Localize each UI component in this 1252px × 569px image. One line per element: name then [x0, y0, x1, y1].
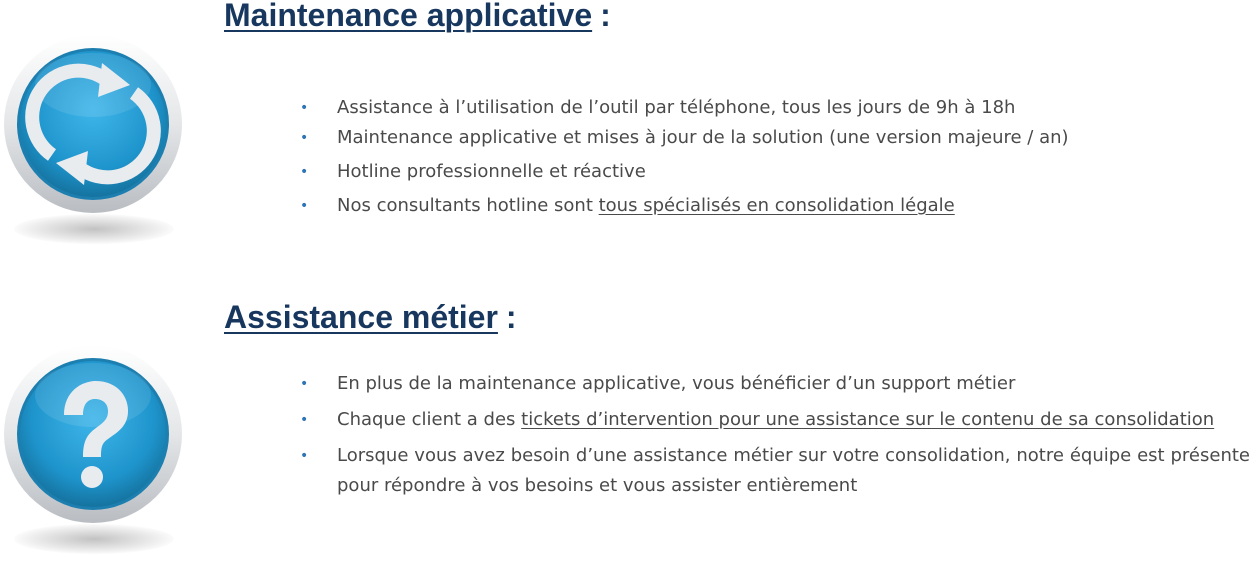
list-item-text: Hotline professionnelle et réactive: [337, 161, 646, 182]
question-mark-icon: [2, 343, 184, 525]
refresh-icon: [2, 33, 184, 215]
list-item: [300, 369, 1250, 399]
maintenance-heading: [224, 0, 611, 34]
list-item-text: Lorsque vous avez besoin d’une assistance métier sur votre consolidation, notre équipe est présente pour répondre à vos besoins et vous assister entièrement: [337, 445, 1250, 496]
list-item: [300, 123, 1200, 153]
assistance-list: [300, 369, 1250, 507]
list-item-emphasis: tickets d’intervention pour une assistance sur le contenu de sa consolidation: [521, 409, 1215, 430]
icon-shadow: [14, 214, 174, 244]
list-item-text: Assistance à l’utilisation de l’outil par téléphone, tous les jours de 9h à 18h: [337, 97, 1016, 118]
maintenance-title: Maintenance applicative: [224, 0, 593, 33]
list-item: [300, 93, 1200, 123]
heading-colon: :: [600, 0, 611, 33]
list-item: [300, 405, 1250, 435]
assistance-heading: [224, 298, 517, 336]
bullet: •: [300, 100, 309, 116]
icon-shadow: [14, 524, 174, 554]
list-item-text: En plus de la maintenance applicative, vous bénéficier d’un support métier: [337, 373, 1016, 394]
assistance-section: [0, 290, 1252, 569]
heading-colon: :: [505, 299, 517, 335]
bullet: •: [300, 412, 309, 428]
bullet: •: [300, 198, 309, 214]
list-item-text: Chaque client a des: [337, 409, 522, 430]
list-item: [300, 441, 1250, 501]
bullet: •: [300, 448, 309, 464]
list-item: [300, 157, 1200, 187]
bullet: •: [300, 376, 309, 392]
list-item-text: Maintenance applicative et mises à jour de la solution (une version majeure / an): [337, 127, 1069, 148]
list-item: [300, 191, 1200, 221]
maintenance-section: [0, 0, 1252, 270]
bullet: •: [300, 164, 309, 180]
bullet: •: [300, 130, 309, 146]
assistance-title: Assistance métier: [224, 299, 498, 335]
list-item-emphasis: tous spécialisés en consolidation légale: [598, 195, 955, 216]
list-item-text: Nos consultants hotline sont: [337, 195, 599, 216]
maintenance-list: [300, 93, 1200, 225]
